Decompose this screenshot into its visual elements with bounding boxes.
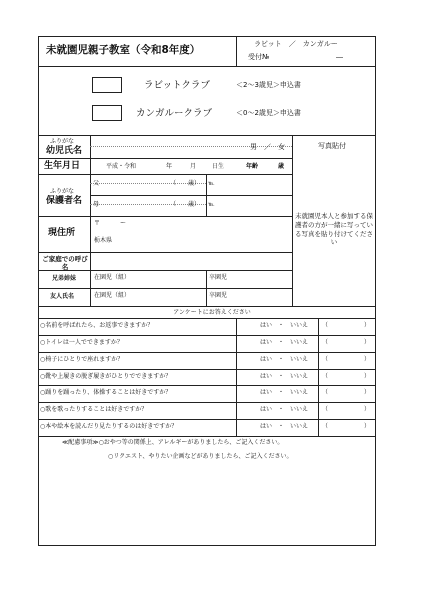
rabbit-class-name: ラビットクラブ (144, 80, 210, 91)
birth-era[interactable]: 平成・令和 (106, 163, 137, 170)
postal-mark: 〒 (94, 220, 101, 227)
row-line (38, 288, 292, 289)
survey-comment-close: ） (364, 372, 371, 380)
notes-top-line (38, 436, 376, 437)
father-tel-field[interactable] (216, 177, 290, 193)
birth-month-unit: 月 (190, 163, 197, 170)
survey-question: ○名前を呼ばれたら、お返事できますか？ (40, 322, 154, 329)
survey-comment-field[interactable] (330, 354, 362, 367)
survey-question: ○靴や上履きの脱ぎ履きがひとりでできますか？ (40, 372, 172, 380)
row-line (38, 174, 292, 175)
mother-tel-label: ℡ (208, 201, 215, 208)
home-name-field[interactable] (92, 254, 290, 269)
birth-day-unit: 日生 (212, 163, 225, 170)
home-name-label: ご家庭での呼び名 (42, 255, 88, 271)
address-field[interactable] (122, 234, 288, 248)
survey-comment-field[interactable] (330, 404, 362, 417)
photo-note: 未就園児本人と参加する保護者の方が一緒に写っている写真を貼り付けてください (295, 212, 373, 247)
survey-question: ○踊りを踊ったり、体操することは好きですか？ (40, 389, 172, 397)
child-name-field[interactable] (92, 147, 232, 157)
father-age-open: （ (170, 180, 177, 187)
gender-options[interactable]: 男 ／ 女 (250, 143, 285, 151)
birth-label: 生年月日 (44, 161, 81, 171)
mother-name-field[interactable] (100, 198, 166, 214)
row-line (38, 158, 292, 159)
father-label: 父 (93, 180, 100, 187)
survey-answer-options[interactable]: はい ・ いいえ (260, 406, 309, 414)
tel-column-line (206, 174, 207, 216)
survey-comment-close: ） (364, 322, 371, 329)
survey-row (38, 419, 376, 436)
survey-comment-field[interactable] (330, 371, 362, 384)
survey-row (38, 385, 376, 402)
father-age-close: 歳） (188, 180, 201, 187)
receipt-value: ― (336, 53, 343, 61)
friends-label: 友人氏名 (50, 293, 75, 300)
photo-label: 写真貼付 (318, 142, 346, 150)
survey-row (38, 335, 376, 352)
survey-comment-open: （ (322, 389, 329, 397)
mother-label: 母 (93, 201, 100, 208)
rabbit-checkbox[interactable] (92, 77, 122, 93)
survey-comment-close: ） (364, 338, 371, 346)
notes-line-2: ○リクエスト、やりたい企画などがありましたら、ご記入ください。 (108, 453, 293, 460)
survey-answer-options[interactable]: はい ・ いいえ (260, 389, 309, 397)
survey-comment-field[interactable] (330, 337, 362, 350)
survey-question: ○歌を歌ったりすることは好きですか？ (40, 406, 148, 414)
survey-row (38, 402, 376, 419)
photo-column-line (292, 135, 293, 306)
survey-comment-open: （ (322, 372, 329, 380)
mother-age-close: 歳） (188, 201, 201, 208)
survey-row (38, 352, 376, 369)
birth-year-unit: 年 (166, 163, 173, 170)
survey-answer-options[interactable]: はい ・ いいえ (260, 372, 309, 380)
survey-row (38, 369, 376, 386)
father-name-field[interactable] (100, 177, 166, 193)
survey-comment-close: ） (364, 389, 371, 397)
survey-comment-close: ） (364, 423, 371, 431)
notes-field[interactable] (42, 466, 372, 542)
prefecture-text: 栃木県 (94, 237, 113, 244)
survey-row (38, 318, 376, 335)
survey-question: ○トイレは一人でできますか？ (40, 338, 123, 346)
receipt-label: 受付№ (248, 53, 270, 61)
survey-comment-open: （ (322, 338, 329, 346)
survey-answer-options[interactable]: はい ・ いいえ (260, 355, 309, 363)
survey-comment-open: （ (322, 322, 329, 329)
rabbit-class-note: ＜2～3歳児＞申込書 (236, 81, 301, 89)
guardian-furigana-label: ふりがな (50, 188, 75, 195)
survey-top-line (38, 306, 376, 307)
survey-comment-close: ） (364, 355, 371, 363)
siblings-label: 兄弟姉妹 (52, 275, 77, 282)
kangaroo-checkbox[interactable] (92, 105, 122, 121)
guardian-label: 保護者名 (46, 196, 83, 206)
mother-age-open: （ (170, 201, 177, 208)
survey-comment-close: ） (364, 406, 371, 414)
enrolled-column-line (206, 270, 207, 306)
child-name-label: 幼児氏名 (46, 146, 83, 156)
notes-line-1: ≪配慮事項≫○おやつ等の関係上、アレルギーがありましたら、ご記入ください。 (62, 439, 284, 446)
form-top-line (38, 135, 376, 136)
friends-enrolled[interactable]: 在園児（組） (94, 292, 131, 299)
label-column-line (90, 135, 91, 306)
survey-comment-open: （ (322, 423, 329, 431)
siblings-enrolled[interactable]: 在園児（組） (94, 274, 131, 281)
age-label: 年齢 (246, 163, 259, 170)
child-furigana-label: ふりがな (50, 138, 75, 145)
header-divider (38, 66, 376, 67)
guardian-divider (90, 195, 292, 196)
row-line (38, 252, 292, 253)
survey-question: ○本や絵本を読んだり見たりするのは好きですか？ (40, 423, 178, 431)
row-line (38, 216, 292, 217)
father-tel-label: ℡ (208, 180, 215, 187)
survey-comment-open: （ (322, 355, 329, 363)
survey-comment-field[interactable] (330, 421, 362, 434)
survey-question: ○椅子にひとりで座れますか？ (40, 355, 124, 363)
survey-answer-options[interactable]: はい ・ いいえ (260, 338, 309, 346)
address-label: 現住所 (48, 228, 76, 238)
form-title: 未就園児親子教室（令和8年度） (46, 44, 201, 56)
siblings-graduated[interactable]: 卒園児 (209, 274, 228, 281)
survey-comment-field[interactable] (330, 320, 362, 333)
survey-title: アンケートにお答えください (173, 309, 251, 316)
header-vertical (236, 36, 237, 66)
class-options: ラビット ／ カンガルー (254, 40, 338, 48)
kangaroo-class-name: カンガルークラブ (136, 108, 213, 119)
survey-comment-open: （ (322, 406, 329, 414)
survey-comment-field[interactable] (330, 387, 362, 400)
friends-graduated[interactable]: 卒園児 (209, 292, 228, 299)
survey-answer-options[interactable]: はい ・ いいえ (260, 322, 309, 329)
survey-answer-options[interactable]: はい ・ いいえ (260, 423, 309, 431)
mother-tel-field[interactable] (216, 198, 290, 214)
age-unit: 歳 (278, 163, 285, 170)
kangaroo-class-note: ＜0～2歳児＞申込書 (236, 109, 301, 117)
postal-dash: ー (120, 220, 127, 227)
